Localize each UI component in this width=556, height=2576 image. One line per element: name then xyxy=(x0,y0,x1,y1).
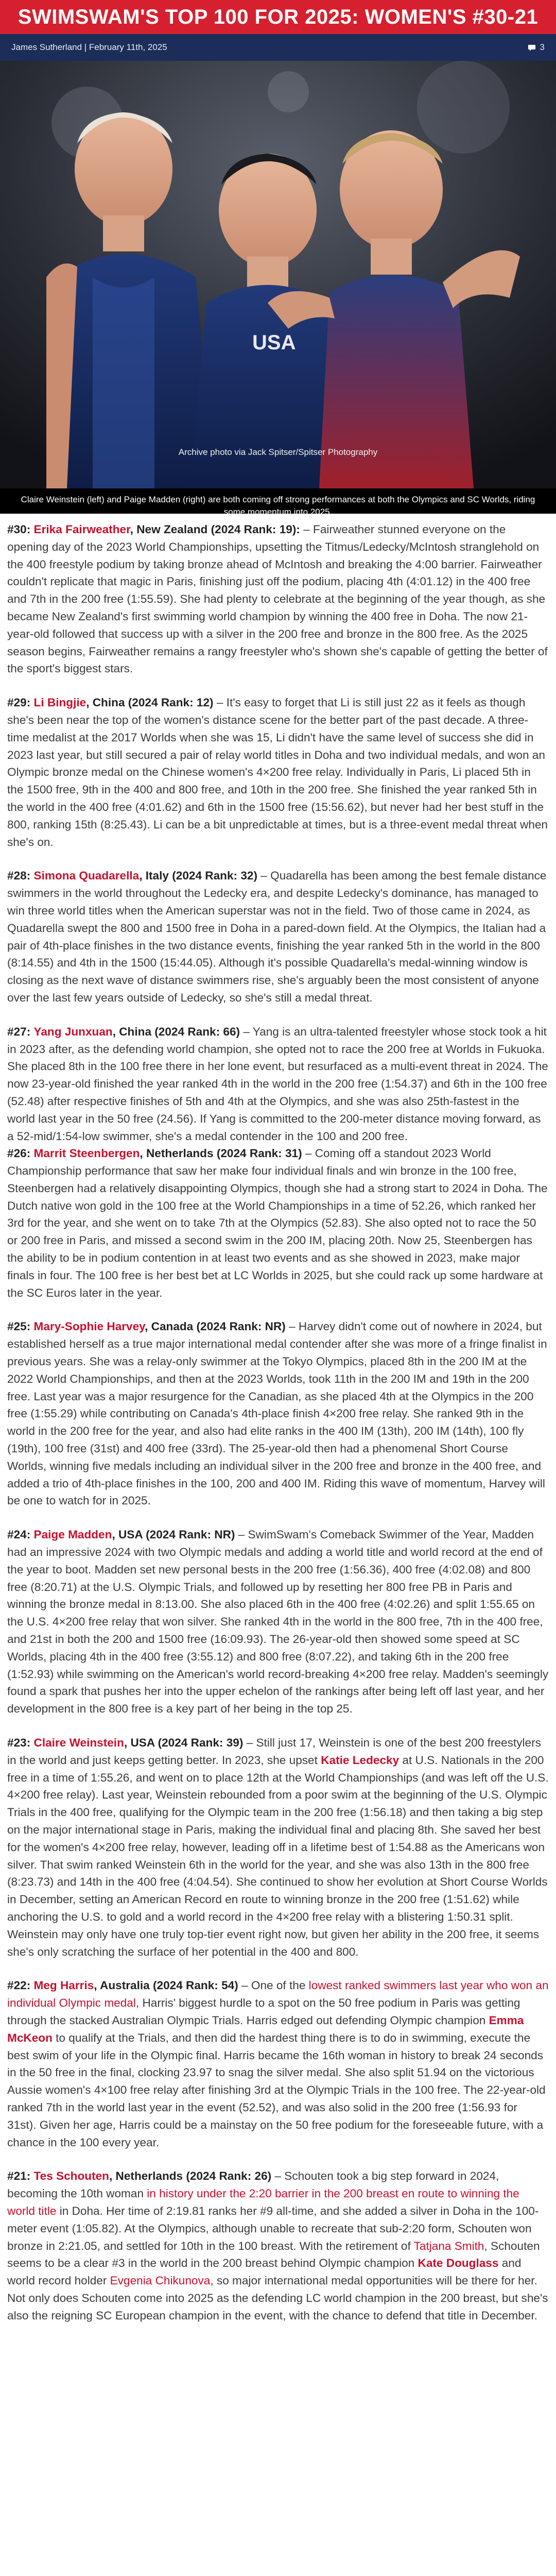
entry-text: at U.S. Nationals in the 200 free in a time of 1:55.26, and went on to place 12th at the World Championships (and was left off the U.S. 4×200 free relay). Last year, Weinstein rebounded from a poor swim at the beginning of the U.S. Olympic Trials in the 400 free, qualifying for the Olympic team in the 200 free (1:56.18) and then taking a big step on the major international stage in Paris, making the individual final and placing 8th. She saved her best for the women's 4×200 free relay, however, leading off in a lifetime best of 1:54.88 as the Americans won silver. That swim ranked Weinstein 6th in the world for the year, and she was also 13th in the 800 free (8:23.73) and 14th in the 400 free (4:04.54). She continued to show her evolution at Short Course Worlds in December, setting an American Record en route to winning bronze in the 200 free (1:51.62) while anchoring the U.S. to gold and a world record in the 4×200 free relay with a blistering 1:50.31 split. Weinstein may only have one truly top-tier event right now, but given her ability in the 200 free, it seems she's only scratching the surface of her potential in the 400 and 800. xyxy=(7,1753,549,1958)
rank-number: #26: xyxy=(7,1147,31,1160)
entry-text: – One of the xyxy=(238,1979,309,1992)
swimmer-meta: , China (2024 Rank: 66) xyxy=(112,1025,240,1038)
swimmer-name-link[interactable]: Tes Schouten xyxy=(33,2170,109,2183)
swimmer-link-katie-ledecky[interactable]: Katie Ledecky xyxy=(321,1753,399,1767)
entry-text: in Doha. Her time of 2:19.81 ranks her #9 all-time, and she added a silver in Doha in the 100-meter event (1:05.82). At the Olympics, although unable to recreate that sub-2:20 form, Schouten won bronze in 2:21.05, and settled for 10th in the 100 breast. With the retirement of xyxy=(7,2204,539,2252)
comment-count: 3 xyxy=(540,42,545,52)
svg-text:USA: USA xyxy=(252,331,296,354)
swimmer-name-link[interactable]: Paige Madden xyxy=(33,1528,112,1541)
swimmer-meta: , USA (2024 Rank: NR) xyxy=(112,1528,235,1541)
ranking-entry-25 xyxy=(7,1318,549,1510)
page-header xyxy=(0,0,556,61)
swimmer-name-link[interactable]: Erika Fairweather xyxy=(33,523,130,536)
entry-text: – SwimSwam's Comeback Swimmer of the Year, Madden had an impressive 2024 with two Olympic medals and adding a world title and world record at the end of the year to boot. Madden set new personal bests in the 200 free (1:56.36), 400 free (4:02.08) and 800 free (8:20.71) at the U.S. Olympic Trials, and followed up by resetting her 800 free PB in Paris and winning the bronze medal in 8:13.00. She also placed 6th in the 400 free (4:02.26) and split 1:55.65 on the U.S. 4×200 free relay that won silver. She ranked 4th in the world in the 800 free, 7th in the 400 free, and 21st in both the 200 and 1500 free (16:09.93). The 26-year-old then showed some speed at SC Worlds, placing 4th in the 400 free (3:55.12) and 800 free (8:07.22), and taking 6th in the 200 free (1:52.93) while swimming on the American's world record-breaking 4×200 free relay. Madden's seemingly found a spark that pushes her into the upper echelon of the rankings after being left off last year, and her development in the 800 free is a key part of her being in the top 25. xyxy=(7,1528,549,1716)
article-link-sub-220[interactable]: in history under the 2:20 barrier in the 200 breast en route to winning the world title xyxy=(7,2187,519,2217)
swimmers-photo xyxy=(0,61,556,488)
swimmer-meta: , Netherlands (2024 Rank: 31) xyxy=(140,1147,302,1160)
ranking-entry-24 xyxy=(7,1526,549,1718)
hero-photo xyxy=(0,61,556,488)
rank-number: #29: xyxy=(7,696,31,709)
swimmer-link-tatjana-smith[interactable]: Tatjana Smith xyxy=(413,2239,484,2252)
ranking-entry-27 xyxy=(7,1023,549,1145)
rank-number: #30: xyxy=(7,523,31,536)
entry-text: – Coming off a standout 2023 World Championship performance that saw her make four individual finals and win bronze in the 100 free, Steenbergen had a relatively disappointing Olympics, though she had a strong start to 2024 in Doha. The Dutch native won gold in the 100 free at the World Championships in a time of 52.26, which ranked her 3rd for the year, and she went on to take 7th at the Olympics (52.83). She also opted not to race the 50 or 200 free in Paris, and missed a second swim in the 200 IM, placing 20th. Now 25, Steenbergen has the ability to be in podium contention in at least two events and as she showed in 2023, make major finals in four. The 100 free is her best bet at LC Worlds in 2025, but she could rack up some hardware at the SC Euros later in the year. xyxy=(7,1147,548,1299)
author-date[interactable]: James Sutherland | February 11th, 2025 xyxy=(11,42,167,52)
rank-number: #24: xyxy=(7,1528,31,1541)
ranking-entry-29 xyxy=(7,694,549,851)
swimmer-name-link[interactable]: Mary-Sophie Harvey xyxy=(33,1320,145,1333)
comments-link[interactable] xyxy=(528,42,545,53)
ranking-entry-21 xyxy=(7,2167,549,2324)
swimmer-name-link[interactable]: Li Bingjie xyxy=(33,696,86,709)
swimmer-name-link[interactable]: Claire Weinstein xyxy=(33,1736,124,1749)
rank-number: #27: xyxy=(7,1025,31,1038)
title-banner xyxy=(0,0,556,34)
entry-text: – Yang is an ultra-talented freestyler whose stock took a hit in 2023 after, as the defending world champion, she opted not to race the 200 free at Worlds in Fukuoka. She placed 8th in the 100 free there in her lone event, but resurfaced as a multi-event threat in 2024. The now 23-year-old finished the year ranked 4th in the world in the 200 free (1:54.37) and 6th in the 100 free (52.48) after respective finishes of 5th and 4th at the Olympics, and she was also 25th-fastest in the world last year in the 50 free (24.56). If Yang is committed to the 200-meter distance moving forward, as a 52-mid/1:54-low swimmer, she's a medal contender in the 100 and 200 free. xyxy=(7,1025,548,1143)
entry-text: , so major international medal opportunities will be there for her. Not only does Schouten come into 2025 as the defending LC world champion in the 200 breast, but she's also the reigning SC European champion in the event, with the chance to defend that title in December. xyxy=(7,2274,548,2322)
rank-number: #28: xyxy=(7,869,31,883)
swimmer-meta: , USA (2024 Rank: 39) xyxy=(124,1736,244,1749)
rank-number: #23: xyxy=(7,1736,31,1749)
entry-text: – Fairweather stunned everyone on the opening day of the 2023 World Championships, upsetting the Titmus/Ledecky/McIntosh stranglehold on the 400 freestyle podium by taking bronze ahead of McIntosh and breaking the 4:00 barrier. Fairweather couldn't replicate that magic in Paris, finishing just off the podium, placing 4th (4:01.12) in the 400 free and 7th in the 200 free (1:55.59). She had plenty to celebrate at the beginning of the year though, as she became New Zealand's first swimming world champion by winning the 400 free in Doha. The now 21-year-old followed that success up with a silver in the 200 free and bronze in the 800 free. As the 2025 season begins, Fairweather remains a rangy freestyler who's shown she's capable of getting the better of the sport's biggest stars. xyxy=(7,523,548,675)
entry-text: and world record holder xyxy=(7,2257,522,2287)
swimmer-link-kate-douglass[interactable]: Kate Douglass xyxy=(418,2257,499,2270)
swimmer-link-evgenia-chikunova[interactable]: Evgenia Chikunova xyxy=(110,2274,211,2287)
swimmer-meta: , New Zealand (2024 Rank: 19): xyxy=(130,523,300,536)
entry-text: , Harris' biggest hurdle to a spot on the 50 free podium in Paris was getting through the stacked Australian Olympic Trials. Harris edged out defending Olympic champion xyxy=(7,1996,520,2027)
article-link-lowest-ranked[interactable]: lowest ranked swimmers last year who won an individual Olympic medal xyxy=(7,1979,549,2010)
swimmer-meta: , China (2024 Rank: 12) xyxy=(86,696,214,709)
rank-number: #22: xyxy=(7,1979,31,1992)
swimmer-meta: , Netherlands (2024 Rank: 26) xyxy=(109,2170,272,2183)
swimmer-meta: , Canada (2024 Rank: NR) xyxy=(145,1320,286,1333)
entry-text: – Still just 17, Weinstein is one of the best 200 freestylers in the world and just keeps getting better. In 2023, she upset xyxy=(7,1736,541,1767)
swimmer-name-link[interactable]: Simona Quadarella xyxy=(33,869,140,883)
swimmer-name-link[interactable]: Marrit Steenbergen xyxy=(33,1147,140,1160)
swimmer-name-link[interactable]: Meg Harris xyxy=(33,1979,94,1992)
rank-number: #25: xyxy=(7,1320,31,1333)
article-title: SWIMSWAM'S TOP 100 FOR 2025: WOMEN'S #30-21 xyxy=(18,5,538,28)
photo-caption: Claire Weinstein (left) and Paige Madden (right) are both coming off strong performances at both the Olympics and SC Worlds, riding some momentum into 2025. xyxy=(0,488,556,514)
ranking-entry-23 xyxy=(7,1734,549,1960)
byline-bar xyxy=(0,34,556,61)
entry-text: to qualify at the Trials, and then did the hardest thing there is to do in swimming, execute the best swim of your life in the Olympic final. Harris became the 16th woman in history to break 24 seconds in the 50 free in the final, clocking 23.97 to snag the silver medal. She also split 51.94 on the victorious Aussie women's 4×100 free relay after finishing 3rd at the Olympic Trials in the 100 free. The 22-year-old ranked 7th in the world last year in the event (52.52), and was also solid in the 200 free (1:56.93 for 31st). Given her age, Harris could be a mainstay on the 50 free podium for the foreseeable future, with a chance in the 100 every year. xyxy=(7,2031,546,2149)
rank-number: #21: xyxy=(7,2170,31,2183)
swimmer-meta: , Australia (2024 Rank: 54) xyxy=(94,1979,238,1992)
ranking-entry-22 xyxy=(7,1977,549,2151)
ranking-entry-28 xyxy=(7,867,549,1006)
photo-credit: Archive photo via Jack Spitser/Spitser Photography xyxy=(178,447,378,457)
ranking-entry-26 xyxy=(7,1145,549,1301)
swimmer-meta: , Italy (2024 Rank: 32) xyxy=(139,869,257,883)
entry-text: – Harvey didn't come out of nowhere in 2024, but established herself as a true major international medal contender after she was more of a fringe finalist in previous years. She was a relay-only swimmer at the Tokyo Olympics, placed 8th in the 200 IM at the 2022 World Championships, and then at the 2023 Worlds, took 11th in the 200 IM and 19th in the 200 free. Last year was a major resurgence for the Canadian, as she placed 4th at the Olympics in the 200 free (1:55.29) while contributing on Canada's 4th-place finish 4×200 free relay. She ranked 9th in the world in the 200 free for the year, and also had elite ranks in the 400 IM (13th), 200 IM (14th), 100 fly (19th), 100 free (31st) and 400 free (33rd). The 25-year-old then had a phenomenal Short Course Worlds, winning five medals including an individual silver in the 200 free and bronze in the 400 free, and added a trio of 4th-place finishes in the 100, 200 and 400 IM. Riding this wave of momentum, Harvey will be one to watch for in 2025. xyxy=(7,1320,547,1507)
comment-icon xyxy=(528,44,536,51)
entry-text: – It's easy to forget that Li is still just 22 as it feels as though she's been near the top of the women's distance scene for the better part of the past decade. A three-time medalist at the 2017 Worlds when she was 15, Li didn't have the same level of success she did in 2023 last year, but still secured a pair of relay world titles in Doha and two individual medals, and won an Olympic bronze medal on the Chinese women's 4×200 free relay. Individually in Paris, Li placed 5th in the 1500 free, 9th in the 400 and 800 free, and 10th in the 200 free. She finished the year ranked 5th in the world in the 400 free (4:01.62) and 6th in the 1500 free (15:56.62), but never had her best stuff in the 800, ranking 15th (8:25.43). Li can be a bit unpredictable at times, but is a three-event medal threat when she's on. xyxy=(7,696,548,849)
article-body xyxy=(0,514,556,2325)
swimmer-name-link[interactable]: Yang Junxuan xyxy=(33,1025,113,1038)
entry-text: , Schouten seems to be a clear #3 in the world in the 200 breast behind Olympic champion xyxy=(7,2239,540,2270)
entry-text: – Quadarella has been among the best female distance swimmers in the world throughout the Ledecky era, and despite Ledecky's dominance, has managed to win three world titles when the American superstar was not in the field. Two of those came in 2024, as Quadarella swept the 800 and 1500 free in Doha in a pared-down field. At the Olympics, the Italian had a pair of 4th-place finishes in the two distance events, finishing the year ranked 5th in the world in the 800 (8:14.55) and 4th in the 1500 (15:44.05). Although it's possible Quadarella's medal-winning window is closing as the next wave of distance swimmers rise, she's arguably been the most consistent of anyone over the last few years outside of Ledecky, so she's still a medal threat. xyxy=(7,869,547,1004)
ranking-entry-30 xyxy=(7,521,549,677)
entry-text: – Schouten took a big step forward in 2024, becoming the 10th woman xyxy=(7,2170,499,2200)
swimmer-link-emma-mckeon[interactable]: Emma McKeon xyxy=(7,2013,524,2044)
